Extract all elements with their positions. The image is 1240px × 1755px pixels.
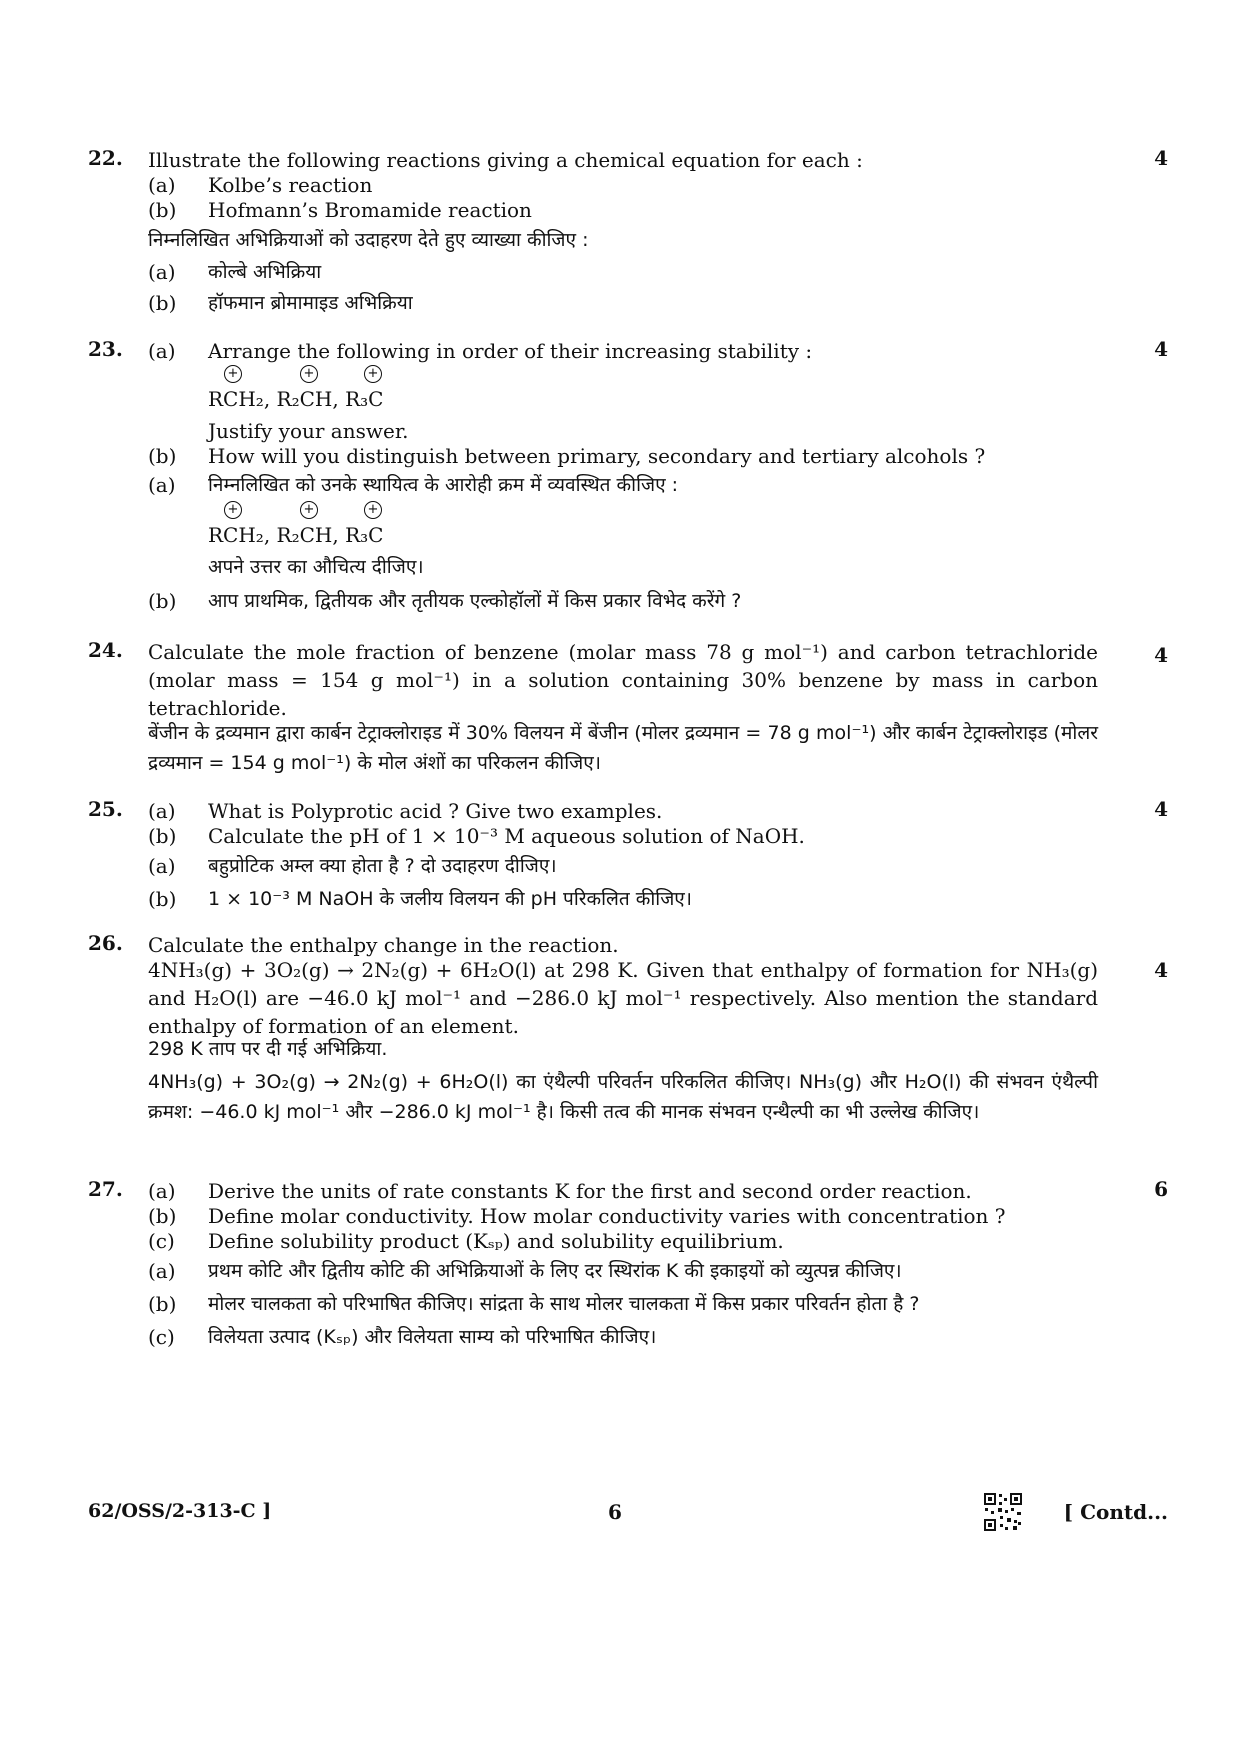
positive-charge-icon: + xyxy=(224,501,242,519)
question-number: 25. xyxy=(88,797,123,821)
question-26 xyxy=(88,931,1168,1151)
marks: 4 xyxy=(1154,797,1168,821)
carbocation-formula: RCH₂, R₂CH, R₃C + + + xyxy=(208,502,384,547)
paper-code: 62/OSS/2-313-C ] xyxy=(88,1500,272,1522)
hindi-question-text: बेंजीन के द्रव्यमान द्वारा कार्बन टेट्राक्लोराइड में 30% विलयन में बेंजीन (मोलर द्रव्यमान = 78 g mol⁻¹) और कार्बन टेट्राक्लोराइड (मोलर द्रव्यमान = 154 g mol⁻¹) के मोल अंशों का परिकलन कीजिए। xyxy=(148,722,1098,774)
positive-charge-icon: + xyxy=(364,501,382,519)
positive-charge-icon: + xyxy=(364,365,382,383)
question-number: 24. xyxy=(88,638,123,662)
question-number: 23. xyxy=(88,337,123,361)
question-22: 22. 4 Illustrate the following reactions giving a chemical equation for each : (a) Kolbe’s reaction (b) Hofmann’s Bromamide reaction निम्नलिखित अभिक्रियाओं को उदाहरण देते हुए व्याख्या कीजिए : (a) कोल्बे अभिक्रिया (b) हॉफमान ब्रोमामाइड अभिक्रिया xyxy=(88,146,1168,315)
hindi-justify-text: अपने उत्तर का औचित्य दीजिए। xyxy=(208,556,424,578)
qr-code-icon xyxy=(983,1492,1023,1532)
positive-charge-icon: + xyxy=(300,365,318,383)
marks: 4 xyxy=(1154,958,1168,982)
question-25: 25. 4 (a) What is Polyprotic acid ? Give two examples. (b) Calculate the pH of 1 × 10⁻³ M aqueous solution of NaOH. (a) बहुप्रोटिक अम्ल क्या होता है ? दो उदाहरण दीजिए। (b) 1 × 10⁻³ M NaOH के जलीय विलयन की pH परिकलित कीजिए। xyxy=(88,797,1168,911)
question-27: 27. 6 (a) Derive the units of rate constants K for the first and second order reaction. (b) Define molar conductivity. How molar conductivity varies with concentration ? (c) Define solubility product (Kₛₚ) and solubility equilibrium. (a) प्रथम कोटि और द्वितीय कोटि की अभिक्रियाओं के लिए दर स्थिरांक K की इकाइयों को व्युत्पन्न कीजिए। (b) मोलर चालकता को परिभाषित कीजिए। सांद्रता के साथ मोलर चालकता में किस प्रकार परिवर्तन होता है ? (c) विलेयता उत्पाद (Kₛₚ) और विलेयता साम्य को परिभाषित कीजिए। xyxy=(88,1177,1168,1349)
hindi-reaction-text: 4NH₃(g) + 3O₂(g) → 2N₂(g) + 6H₂O(l) का एंथैल्पी परिवर्तन परिकलित कीजिए। NH₃(g) और H₂O(l) की संभवन एंथैल्पी क्रमश: −46.0 kJ mol⁻¹ और −286.0 kJ mol⁻¹ है। किसी तत्व की मानक संभवन एन्थैल्पी का भी उल्लेख कीजिए। xyxy=(148,1071,1098,1123)
question-24 xyxy=(88,638,1168,778)
question-23: 23. 4 (a) Arrange the following in order of their increasing stability : RCH₂, R₂CH, R₃C + + + Justify your answer. (b) How will you distinguish between primary, secondary and tertiary alcohols ? (a) निम्नलिखित को उनके स्थायित्व के आरोही क्रम में व्यवस्थित कीजिए : RCH₂, R₂CH, R₃C + + + अपने उत्तर का औचित्य दीजिए। (b) आप प्राथमिक, द्वितीयक और तृतीयक एल्कोहॉलों में किस प्रकार विभेद करेंगे ? xyxy=(88,337,1168,613)
carbocation-formula: RCH₂, R₂CH, R₃C + + + xyxy=(208,366,384,411)
hindi-question-text: निम्नलिखित अभिक्रियाओं को उदाहरण देते हुए व्याख्या कीजिए : xyxy=(148,229,589,251)
question-number: 22. xyxy=(88,146,123,170)
positive-charge-icon: + xyxy=(300,501,318,519)
question-text: Calculate the enthalpy change in the reaction. xyxy=(148,933,619,957)
question-number: 26. xyxy=(88,931,123,955)
question-text: Calculate the mole fraction of benzene (molar mass 78 g mol⁻¹) and carbon tetrachloride (molar mass = 154 g mol⁻¹) in a solution containing 30% benzene by mass in carbon tetrachloride. xyxy=(148,640,1098,720)
marks: 4 xyxy=(1154,146,1168,170)
continued-label: [ Contd... xyxy=(1063,1500,1168,1524)
page-number: 6 xyxy=(608,1500,622,1524)
hindi-question-text: 298 K ताप पर दी गई अभिक्रिया. xyxy=(148,1038,388,1060)
marks: 4 xyxy=(1154,337,1168,361)
page-footer xyxy=(88,1500,1168,1540)
positive-charge-icon: + xyxy=(224,365,242,383)
reaction-text: 4NH₃(g) + 3O₂(g) → 2N₂(g) + 6H₂O(l) at 298 K. Given that enthalpy of formation for NH₃(g) and H₂O(l) are −46.0 kJ mol⁻¹ and −286.0 kJ mol⁻¹ respectively. Also mention the standard enthalpy of formation of an element. xyxy=(148,958,1098,1038)
justify-text: Justify your answer. xyxy=(208,419,409,443)
marks: 4 xyxy=(1154,643,1168,667)
marks: 6 xyxy=(1154,1177,1168,1201)
question-number: 27. xyxy=(88,1177,123,1201)
question-text: Illustrate the following reactions giving a chemical equation for each : xyxy=(148,148,863,172)
